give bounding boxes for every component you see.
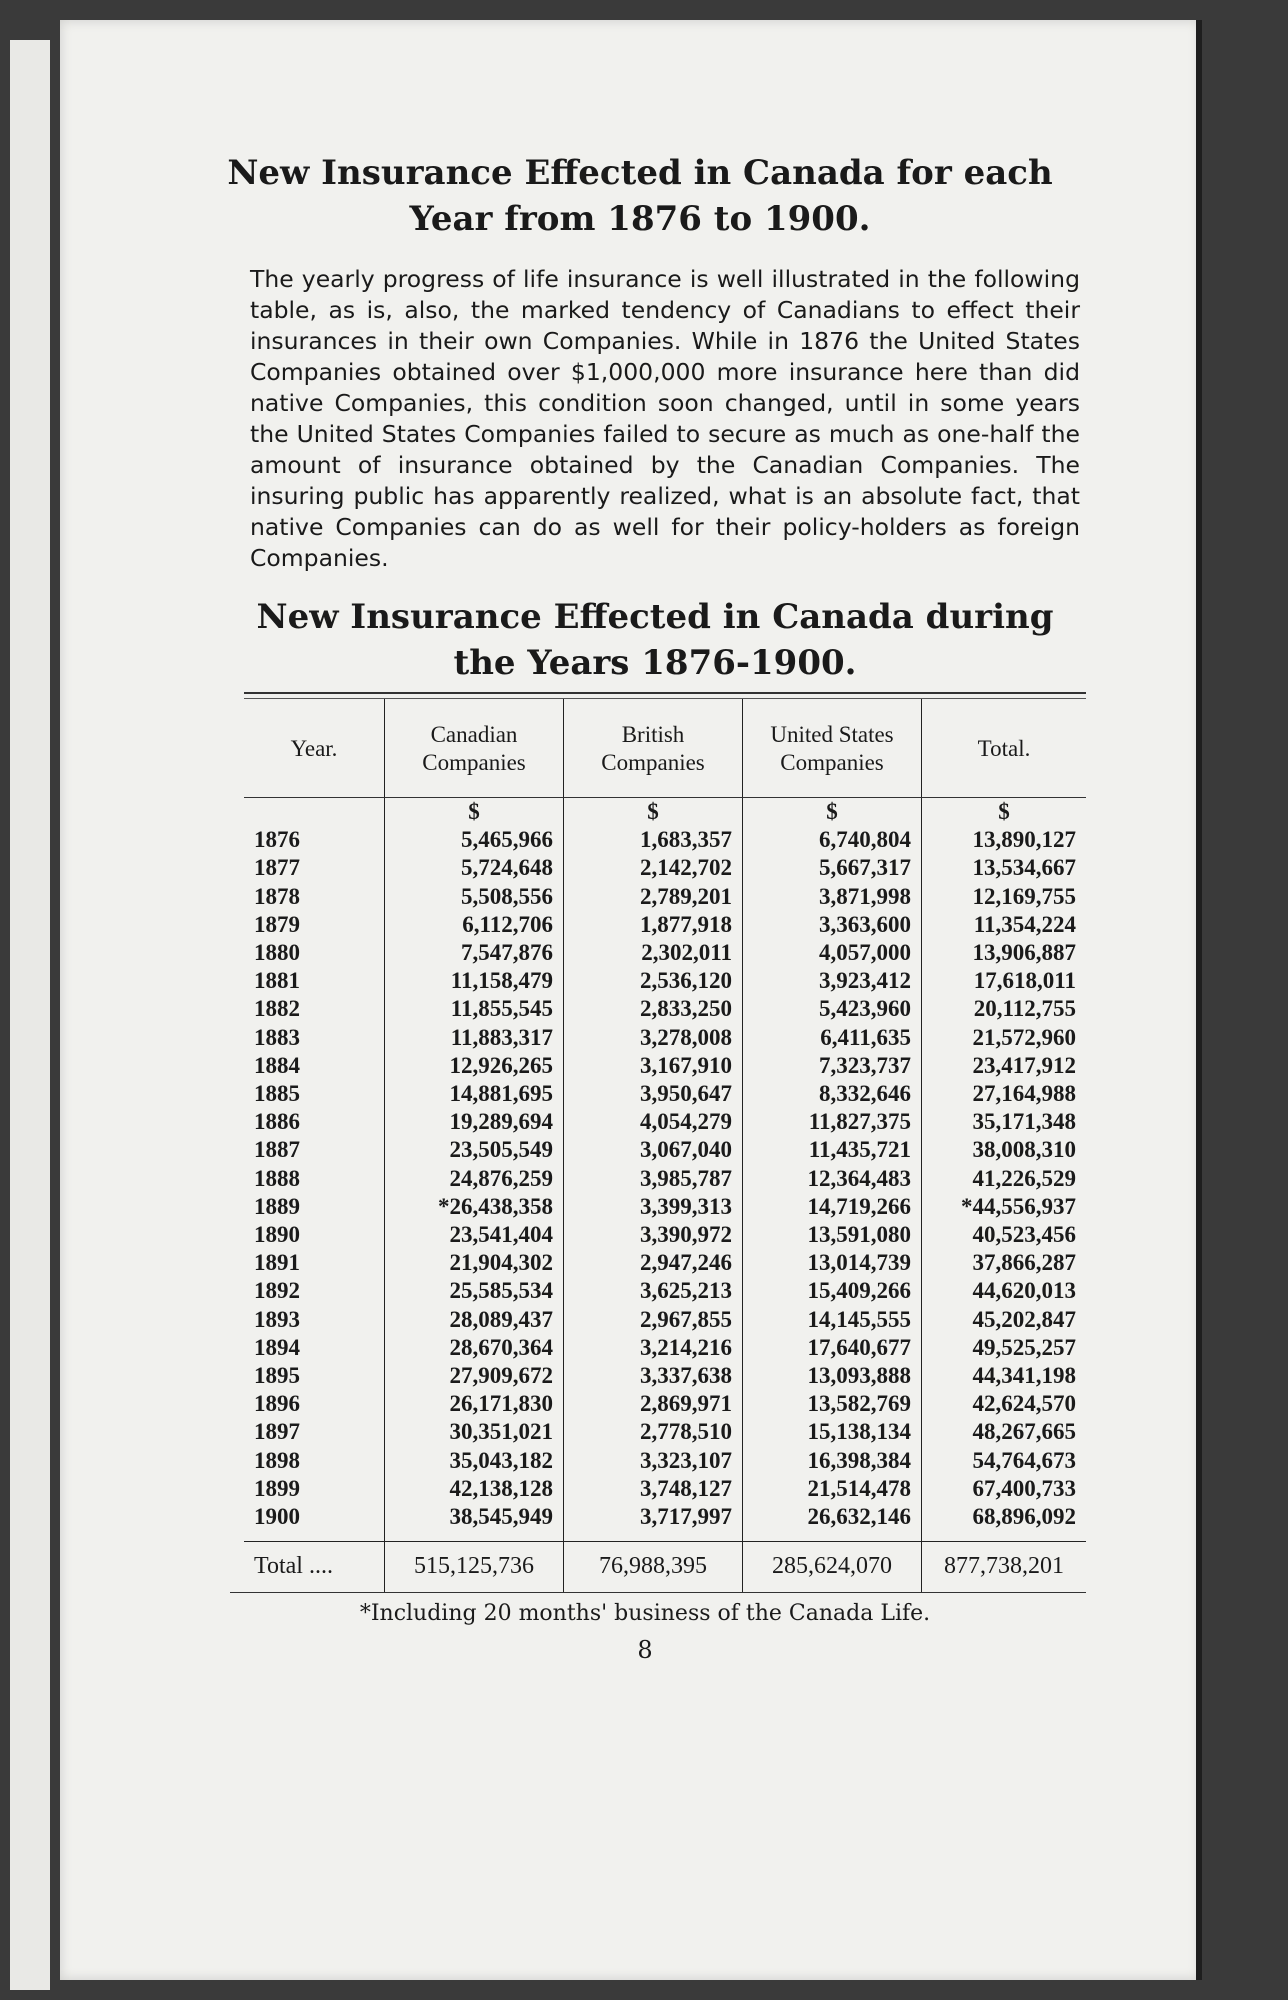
- cell-year: 1876: [254, 827, 300, 853]
- cell-united-states: 21,514,478: [743, 1475, 922, 1503]
- cell-british: 3,390,972: [564, 1221, 743, 1249]
- table-row: [244, 826, 1086, 854]
- table-row: [244, 1249, 1086, 1277]
- cell-british: 3,323,107: [564, 1447, 743, 1475]
- cell-year: 1877: [254, 855, 300, 881]
- cell-total: 27,164,988: [922, 1080, 1087, 1108]
- table-row: [244, 1503, 1086, 1531]
- header-year: Year.: [290, 736, 338, 761]
- cell-united-states: 14,145,555: [743, 1306, 922, 1334]
- cell-british: 3,167,910: [564, 1052, 743, 1080]
- cell-british: 3,278,008: [564, 1024, 743, 1052]
- cell-total: 45,202,847: [922, 1306, 1087, 1334]
- currency-symbol: $: [922, 798, 1087, 827]
- cell-british: 3,748,127: [564, 1475, 743, 1503]
- page-number: 8: [637, 1636, 653, 1665]
- cell-united-states: 14,719,266: [743, 1193, 922, 1221]
- cell-year: 1899: [254, 1475, 300, 1501]
- page-edge-shadow: [1196, 20, 1202, 1980]
- cell-united-states: 8,332,646: [743, 1080, 922, 1108]
- cell-total: 44,341,198: [922, 1362, 1087, 1390]
- table-row: [244, 1165, 1086, 1193]
- cell-british: 4,054,279: [564, 1108, 743, 1136]
- cell-british: 2,947,246: [564, 1249, 743, 1277]
- cell-canadian: *26,438,358: [385, 1193, 564, 1221]
- cell-year: 1882: [254, 996, 300, 1022]
- page-content: [190, 150, 1090, 1664]
- cell-canadian: 5,724,648: [385, 854, 564, 882]
- cell-british: 2,536,120: [564, 967, 743, 995]
- table-spacer-row: [244, 1531, 1086, 1542]
- currency-symbol: $: [385, 798, 564, 827]
- table-row: [244, 1277, 1086, 1305]
- cell-canadian: 24,876,259: [385, 1165, 564, 1193]
- cell-total: 42,624,570: [922, 1390, 1087, 1418]
- cell-total: 41,226,529: [922, 1165, 1087, 1193]
- cell-canadian: 14,881,695: [385, 1080, 564, 1108]
- currency-symbol: $: [564, 798, 743, 827]
- table-row: [244, 1306, 1086, 1334]
- cell-british: 2,778,510: [564, 1418, 743, 1446]
- cell-united-states: 13,014,739: [743, 1249, 922, 1277]
- cell-united-states: 13,582,769: [743, 1390, 922, 1418]
- cell-year: 1892: [254, 1278, 300, 1304]
- total-row: [244, 1542, 1086, 1593]
- header-united-states: United States Companies: [743, 699, 922, 797]
- cell-united-states: 7,323,737: [743, 1052, 922, 1080]
- cell-year: 1890: [254, 1222, 300, 1248]
- cell-year: 1878: [254, 883, 300, 909]
- table-row: [244, 883, 1086, 911]
- cell-united-states: 3,363,600: [743, 911, 922, 939]
- cell-year: 1885: [254, 1081, 300, 1107]
- cell-year: 1900: [254, 1504, 300, 1530]
- cell-canadian: 25,585,534: [385, 1277, 564, 1305]
- cell-total: 67,400,733: [922, 1475, 1087, 1503]
- cell-canadian: 6,112,706: [385, 911, 564, 939]
- table-row: [244, 1221, 1086, 1249]
- total-canadian: 515,125,736: [385, 1542, 564, 1593]
- cell-british: 2,833,250: [564, 995, 743, 1023]
- cell-year: 1881: [254, 968, 300, 994]
- table-row: [244, 1080, 1086, 1108]
- cell-year: 1898: [254, 1447, 300, 1473]
- cell-canadian: 38,545,949: [385, 1503, 564, 1531]
- cell-united-states: 4,057,000: [743, 939, 922, 967]
- cell-united-states: 17,640,677: [743, 1334, 922, 1362]
- cell-year: 1880: [254, 940, 300, 966]
- cell-canadian: 27,909,672: [385, 1362, 564, 1390]
- cell-canadian: 7,547,876: [385, 939, 564, 967]
- table-row: [244, 939, 1086, 967]
- cell-british: 2,302,011: [564, 939, 743, 967]
- cell-total: 12,169,755: [922, 883, 1087, 911]
- cell-total: 13,906,887: [922, 939, 1087, 967]
- cell-united-states: 12,364,483: [743, 1165, 922, 1193]
- insurance-table: [244, 699, 1086, 1592]
- cell-united-states: 15,138,134: [743, 1418, 922, 1446]
- cell-year: 1891: [254, 1250, 300, 1276]
- cell-total: 11,354,224: [922, 911, 1087, 939]
- cell-total: 54,764,673: [922, 1447, 1087, 1475]
- cell-british: 1,877,918: [564, 911, 743, 939]
- cell-british: 3,337,638: [564, 1362, 743, 1390]
- cell-total: 38,008,310: [922, 1136, 1087, 1164]
- cell-british: 3,717,997: [564, 1503, 743, 1531]
- cell-united-states: 13,591,080: [743, 1221, 922, 1249]
- cell-canadian: 35,043,182: [385, 1447, 564, 1475]
- cell-united-states: 6,740,804: [743, 826, 922, 854]
- table-row: [244, 1136, 1086, 1164]
- cell-total: 13,534,667: [922, 854, 1087, 882]
- cell-british: 3,399,313: [564, 1193, 743, 1221]
- table-row: [244, 1052, 1086, 1080]
- cell-canadian: 11,158,479: [385, 967, 564, 995]
- cell-british: 2,967,855: [564, 1306, 743, 1334]
- table-top-rule: [244, 692, 1086, 699]
- cell-total: 49,525,257: [922, 1334, 1087, 1362]
- cell-year: 1879: [254, 911, 300, 937]
- cell-canadian: 23,541,404: [385, 1221, 564, 1249]
- table-row: [244, 1193, 1086, 1221]
- cell-british: 3,067,040: [564, 1136, 743, 1164]
- cell-year: 1883: [254, 1024, 300, 1050]
- cell-year: 1888: [254, 1165, 300, 1191]
- table-row: [244, 854, 1086, 882]
- total-british: 76,988,395: [564, 1542, 743, 1593]
- table-row: [244, 1362, 1086, 1390]
- cell-year: 1887: [254, 1137, 300, 1163]
- cell-british: 3,985,787: [564, 1165, 743, 1193]
- table-row: [244, 995, 1086, 1023]
- cell-year: 1896: [254, 1391, 300, 1417]
- table-row: [244, 1447, 1086, 1475]
- cell-total: 44,620,013: [922, 1277, 1087, 1305]
- header-total: Total.: [922, 699, 1087, 797]
- table-row: [244, 1108, 1086, 1136]
- cell-united-states: 16,398,384: [743, 1447, 922, 1475]
- cell-canadian: 19,289,694: [385, 1108, 564, 1136]
- table-row: [244, 967, 1086, 995]
- cell-british: 1,683,357: [564, 826, 743, 854]
- cell-year: 1897: [254, 1419, 300, 1445]
- table-row: [244, 1334, 1086, 1362]
- header-british: British Companies: [564, 699, 743, 797]
- cell-united-states: 11,827,375: [743, 1108, 922, 1136]
- cell-total: *44,556,937: [922, 1193, 1087, 1221]
- cell-united-states: 15,409,266: [743, 1277, 922, 1305]
- footnote-rule: [230, 1592, 1086, 1593]
- underlying-page-edge: [10, 40, 50, 1990]
- total-united-states: 285,624,070: [743, 1542, 922, 1593]
- footnote: *Including 20 months' business of the Canada Life.: [359, 1601, 931, 1627]
- cell-british: 3,625,213: [564, 1277, 743, 1305]
- cell-canadian: 42,138,128: [385, 1475, 564, 1503]
- cell-canadian: 28,670,364: [385, 1334, 564, 1362]
- cell-united-states: 6,411,635: [743, 1024, 922, 1052]
- cell-total: 40,523,456: [922, 1221, 1087, 1249]
- cell-united-states: 26,632,146: [743, 1503, 922, 1531]
- cell-total: 21,572,960: [922, 1024, 1087, 1052]
- cell-total: 37,866,287: [922, 1249, 1087, 1277]
- cell-british: 2,869,971: [564, 1390, 743, 1418]
- cell-year: 1894: [254, 1334, 300, 1360]
- cell-total: 35,171,348: [922, 1108, 1087, 1136]
- total-label: Total ....: [244, 1542, 385, 1593]
- cell-united-states: 11,435,721: [743, 1136, 922, 1164]
- cell-year: 1893: [254, 1306, 300, 1332]
- cell-canadian: 30,351,021: [385, 1418, 564, 1446]
- cell-canadian: 12,926,265: [385, 1052, 564, 1080]
- cell-total: 68,896,092: [922, 1503, 1087, 1531]
- cell-canadian: 5,508,556: [385, 883, 564, 911]
- currency-row: [244, 798, 1086, 827]
- cell-year: 1884: [254, 1052, 300, 1078]
- cell-british: 2,142,702: [564, 854, 743, 882]
- intro-paragraph: The yearly progress of life insurance is well illustrated in the following table, as is, also, the marked tendency of Canadians to effect their insurances in their own Companies. While in 1876 the United States Companies obtained over $1,000,000 more insurance here than did native Companies, this condition soon changed, until in some years the United States Companies failed to secure as much as one-half the amount of insurance obtained by the Canadian Companies. The insuring public has apparently realized, what is an absolute fact, that native Companies can do as well for their policy-holders as foreign Companies.: [250, 265, 1080, 572]
- cell-year: 1895: [254, 1363, 300, 1389]
- cell-british: 3,214,216: [564, 1334, 743, 1362]
- cell-total: 20,112,755: [922, 995, 1087, 1023]
- cell-canadian: 5,465,966: [385, 826, 564, 854]
- header-canadian: Canadian Companies: [385, 699, 564, 797]
- cell-total: 48,267,665: [922, 1418, 1087, 1446]
- table-body: [244, 798, 1086, 1542]
- table-row: [244, 1024, 1086, 1052]
- table-row: [244, 1418, 1086, 1446]
- table-row: [244, 1390, 1086, 1418]
- cell-canadian: 11,883,317: [385, 1024, 564, 1052]
- cell-united-states: 13,093,888: [743, 1362, 922, 1390]
- cell-total: 23,417,912: [922, 1052, 1087, 1080]
- cell-total: 13,890,127: [922, 826, 1087, 854]
- cell-united-states: 3,871,998: [743, 883, 922, 911]
- table-row: [244, 911, 1086, 939]
- cell-canadian: 21,904,302: [385, 1249, 564, 1277]
- currency-symbol: $: [743, 798, 922, 827]
- cell-united-states: 5,423,960: [743, 995, 922, 1023]
- cell-canadian: 23,505,549: [385, 1136, 564, 1164]
- cell-canadian: 28,089,437: [385, 1306, 564, 1334]
- page-title: New Insurance Effected in Canada for each Year from 1876 to 1900.: [227, 153, 1053, 239]
- cell-british: 2,789,201: [564, 883, 743, 911]
- table-row: [244, 1475, 1086, 1503]
- cell-united-states: 5,667,317: [743, 854, 922, 882]
- table-title: New Insurance Effected in Canada during the Years 1876-1900.: [256, 597, 1054, 683]
- cell-year: 1889: [254, 1193, 300, 1219]
- cell-canadian: 11,855,545: [385, 995, 564, 1023]
- cell-year: 1886: [254, 1109, 300, 1135]
- total-total: 877,738,201: [922, 1542, 1087, 1593]
- table-header-row: [244, 699, 1086, 797]
- cell-canadian: 26,171,830: [385, 1390, 564, 1418]
- cell-total: 17,618,011: [922, 967, 1087, 995]
- cell-united-states: 3,923,412: [743, 967, 922, 995]
- cell-british: 3,950,647: [564, 1080, 743, 1108]
